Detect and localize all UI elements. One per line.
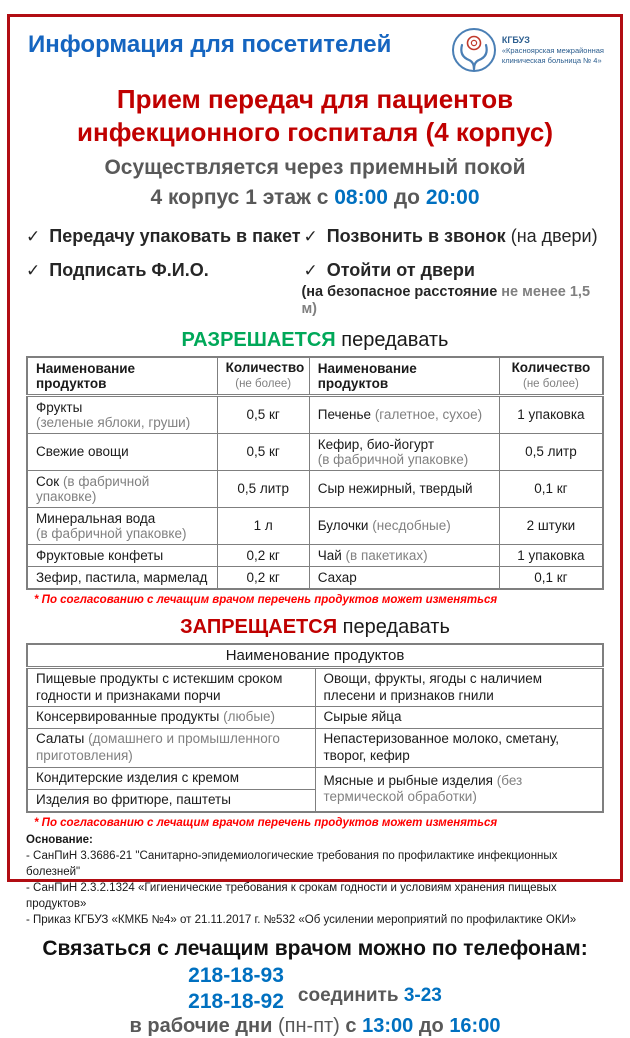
check-icon: ✓	[303, 260, 318, 280]
product-name: Свежие овощи	[36, 444, 129, 460]
allowed-products-table	[26, 356, 604, 590]
allowed-qty-cell: 0,5 литр	[499, 433, 603, 470]
call-time-from: 13:00	[362, 1014, 414, 1037]
allowed-product-cell	[309, 433, 499, 470]
product-name: Изделия во фритюре, паштеты	[36, 791, 231, 807]
allowed-product-cell	[27, 507, 217, 544]
prohibited-product-cell	[315, 707, 603, 729]
rule-text: Отойти от двери	[326, 259, 475, 280]
allowed-qty-cell: 0,5 кг	[217, 433, 309, 470]
poster-frame	[7, 14, 623, 1037]
schedule-mid1: с	[345, 1014, 357, 1037]
table-row	[27, 768, 603, 790]
extension-info	[298, 985, 442, 1007]
distance-value: не менее 1,5 м)	[301, 283, 591, 318]
legal-basis-title: Основание:	[26, 833, 93, 846]
phone-number-1: 218-18-93	[188, 964, 284, 988]
prohibited-heading	[26, 616, 604, 639]
page-title: Информация для посетителей	[28, 31, 392, 58]
allowed-product-cell	[27, 433, 217, 470]
product-note: (без термической обработки)	[323, 772, 523, 805]
rule-sign-name	[26, 260, 303, 319]
main-title: Прием передач для пациентов инфекционного госпиталя (4 корпус)	[77, 84, 553, 147]
phone-numbers	[188, 963, 284, 1013]
table-row	[27, 729, 603, 768]
allowed-product-cell	[309, 395, 499, 433]
product-note: (зеленые яблоки, груши)	[36, 414, 191, 430]
subtitle-line2-prefix: 4 корпус 1 этаж с	[150, 186, 329, 210]
allowed-qty-cell: 2 штуки	[499, 507, 603, 544]
schedule-mid2: до	[418, 1014, 444, 1037]
table-row	[27, 544, 603, 566]
table-row	[27, 433, 603, 470]
allowed-qty-cell: 0,5 кг	[217, 395, 309, 433]
product-name: Мясные и рыбные изделия	[323, 772, 493, 788]
check-icon: ✓	[26, 226, 41, 246]
allowed-product-cell	[309, 544, 499, 566]
subtitle-line1: Осуществляется через приемный покой	[104, 156, 526, 179]
prohibited-product-cell	[27, 707, 315, 729]
allowed-product-cell	[27, 470, 217, 507]
prohibited-product-cell	[315, 768, 603, 812]
allowed-qty-cell: 0,1 кг	[499, 566, 603, 589]
product-name: Минеральная вода	[36, 510, 156, 526]
open-time: 08:00	[334, 186, 388, 210]
allowed-heading	[26, 329, 604, 352]
prohibited-keyword: ЗАПРЕЩАЕТСЯ	[180, 615, 338, 638]
prohibited-product-cell	[27, 789, 315, 811]
prohibited-table-header-row	[27, 644, 603, 668]
close-time: 20:00	[425, 186, 480, 210]
schedule-prefix: в рабочие дни	[129, 1014, 273, 1037]
safe-distance-note: (на безопасное расстояние не менее 1,5 м)	[301, 283, 591, 318]
subtitle-line2-mid: до	[393, 186, 420, 210]
allowed-product-cell	[27, 395, 217, 433]
allowed-qty-cell: 0,1 кг	[499, 470, 603, 507]
prohibited-product-cell	[27, 768, 315, 790]
hospital-name-line2: клиническая больница № 4»	[501, 55, 602, 65]
product-name: Салаты	[36, 731, 85, 747]
subtitle-line2	[26, 183, 604, 213]
hospital-logo-text	[502, 35, 604, 65]
product-note: (в фабричной упаковке)	[36, 525, 187, 541]
prohibited-rest: передавать	[342, 615, 450, 638]
product-name: Фруктовые конфеты	[36, 547, 164, 563]
phones-block	[26, 963, 604, 1013]
product-name: Кондитерские изделия с кремом	[36, 770, 240, 786]
hospital-logo-icon	[451, 27, 497, 73]
subtitle	[26, 153, 604, 214]
allowed-qty-cell: 1 упаковка	[499, 395, 603, 433]
rule-text: Передачу упаковать в пакет	[49, 225, 301, 246]
rule-text: Позвонить в звонок (на двери)	[326, 225, 598, 246]
allowed-qty-cell: 1 упаковка	[499, 544, 603, 566]
legal-basis-item: - Приказ КГБУЗ «КМКБ №4» от 21.11.2017 г. №532 «Об усилении мероприятий по профилактике ОКИ»	[26, 914, 577, 927]
column-header-qty: Количество (не более)	[499, 357, 603, 396]
extension-number: 3-23	[403, 984, 442, 1006]
call-time-to: 16:00	[449, 1014, 501, 1037]
change-note: * По согласованию с лечащим врачом перечень продуктов может изменяться	[34, 593, 498, 606]
allowed-qty-cell: 0,2 кг	[217, 544, 309, 566]
column-header-qty-sub: (не более)	[235, 377, 292, 390]
rule-ring-doorbell	[303, 226, 604, 247]
rule-step-away	[303, 260, 604, 319]
prohibited-product-cell	[315, 729, 603, 768]
rule-pack-in-bag	[26, 226, 303, 247]
table-row	[27, 566, 603, 589]
prohibited-product-cell	[27, 729, 315, 768]
product-note: (любые)	[223, 709, 276, 725]
product-name: Консервированные продукты	[36, 709, 220, 725]
product-note: (в пакетиках)	[345, 547, 428, 563]
product-note: (в фабричной упаковке)	[36, 473, 150, 504]
table-row	[27, 667, 603, 707]
product-name: Сыр нежирный, твердый	[317, 481, 473, 497]
schedule-days: (пн-пт)	[278, 1014, 340, 1037]
product-name: Сахар	[317, 569, 357, 585]
product-name: Кефир, био-йогурт	[317, 436, 435, 452]
prohibited-product-cell	[315, 667, 603, 707]
product-name: Печенье	[317, 407, 372, 423]
change-note: * По согласованию с лечащим врачом перечень продуктов может изменяться	[34, 816, 498, 829]
column-header-qty-sub: (не более)	[522, 377, 579, 390]
rules-checklist	[26, 226, 604, 319]
product-name: Булочки	[317, 518, 369, 534]
table-row	[27, 507, 603, 544]
column-header-name: Наименование продуктов	[27, 357, 217, 396]
legal-basis-item: - СанПиН 3.3686-21 "Санитарно-эпидемиологические требования по профилактике инфекционных болезней"	[26, 849, 558, 878]
allowed-table-header-row	[27, 357, 603, 396]
rule-note: (на двери)	[510, 225, 598, 246]
header	[26, 23, 604, 73]
allowed-product-cell	[309, 507, 499, 544]
allowed-product-cell	[309, 470, 499, 507]
product-note: (несдобные)	[372, 518, 451, 534]
allowed-rest: передавать	[341, 328, 449, 351]
legal-basis	[26, 832, 604, 929]
column-header-qty: Количество (не более)	[217, 357, 309, 396]
legal-basis-item: - СанПиН 2.3.2.1324 «Гигиенические требования к срокам годности и условиям хранения пищевых продуктов»	[26, 882, 557, 911]
allowed-keyword: РАЗРЕШАЕТСЯ	[181, 328, 336, 351]
table-row	[27, 470, 603, 507]
call-schedule	[26, 1015, 604, 1038]
prohibited-products-table	[26, 643, 604, 813]
product-name: Овощи, фрукты, ягоды с наличием плесени и признаков гнили	[323, 670, 543, 703]
product-note: (в фабричной упаковке)	[317, 451, 469, 467]
column-header-name: Наименование продуктов	[27, 644, 603, 668]
connect-label: соединить	[297, 984, 399, 1006]
product-name: Сок	[36, 473, 60, 489]
allowed-product-cell	[27, 544, 217, 566]
product-note: (галетное, сухое)	[374, 407, 483, 423]
hospital-abbr: КГБУЗ	[501, 35, 530, 45]
check-icon: ✓	[26, 260, 41, 280]
allowed-product-cell	[309, 566, 499, 589]
product-name: Пищевые продукты с истекшим сроком годности и признаками порчи	[36, 670, 283, 703]
allowed-product-cell	[27, 566, 217, 589]
product-note: (домашнего и промышленного приготовления)	[36, 731, 280, 764]
allowed-qty-cell: 1 л	[217, 507, 309, 544]
product-name: Чай	[317, 547, 342, 563]
column-header-name: Наименование продуктов	[309, 357, 499, 396]
product-name: Непастеризованное молоко, сметану, творог, кефир	[323, 731, 559, 764]
product-name: Фрукты	[36, 399, 83, 415]
contact-title: Связаться с лечащим врачом можно по телефонам:	[42, 937, 588, 961]
allowed-qty-cell: 0,5 литр	[217, 470, 309, 507]
product-name: Зефир, пастила, мармелад	[36, 569, 208, 585]
check-icon: ✓	[303, 226, 318, 246]
table-row	[27, 395, 603, 433]
rule-text: Подписать Ф.И.О.	[49, 259, 209, 280]
hospital-name-line1: «Красноярская межрайонная	[501, 46, 604, 56]
hospital-logo	[451, 27, 604, 73]
allowed-qty-cell: 0,2 кг	[217, 566, 309, 589]
prohibited-product-cell	[27, 667, 315, 707]
table-row	[27, 707, 603, 729]
product-name: Сырые яйца	[323, 709, 402, 725]
phone-number-2: 218-18-92	[188, 989, 284, 1013]
